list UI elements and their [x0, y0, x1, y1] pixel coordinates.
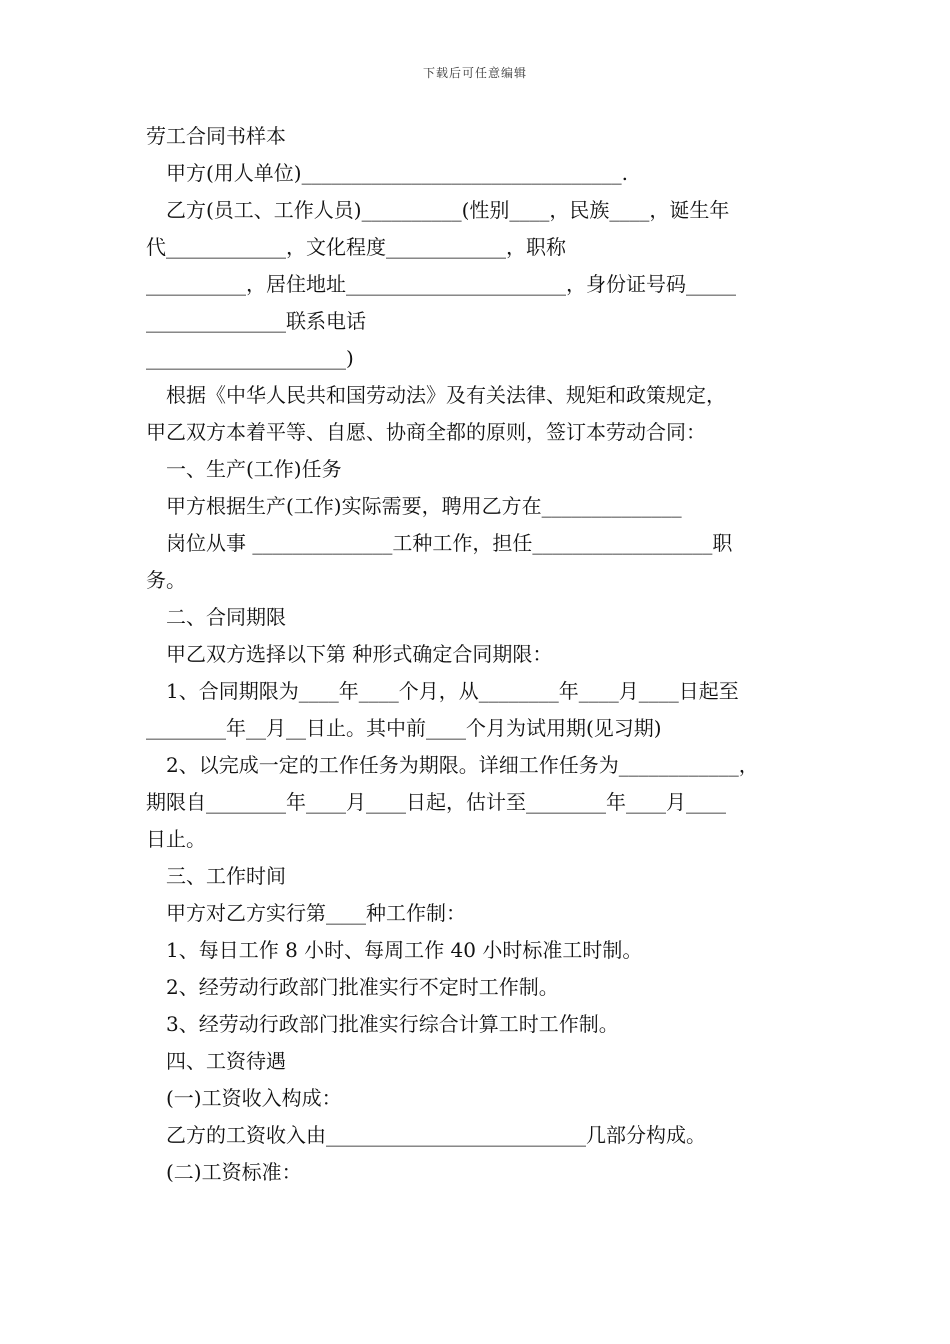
page-header-note: 下载后可任意编辑 — [422, 66, 527, 80]
document-body — [146, 118, 811, 1191]
document-line: 乙方的工资收入由__________________________几部分构成。 — [166, 1123, 706, 1147]
document-title: 劳工合同书样本 — [146, 124, 286, 148]
document-line: 2、经劳动行政部门批准实行不定时工作制。 — [166, 975, 559, 999]
document-line: 代____________，文化程度____________，职称 — [146, 235, 566, 259]
document-line: 根据《中华人民共和国劳动法》及有关法律、规矩和政策规定， — [166, 383, 726, 407]
document-line: 日止。 — [146, 827, 206, 851]
document-line: ______________联系电话 — [146, 309, 366, 333]
document-line: 2、以完成一定的工作任务为期限。详细工作任务为____________， — [166, 753, 759, 777]
document-line: 3、经劳动行政部门批准实行综合计算工时工作制。 — [166, 1012, 619, 1036]
document-line: 一、生产(工作)任务 — [166, 457, 342, 481]
document-line: 四、工资待遇 — [166, 1049, 286, 1073]
document-line: 甲方根据生产(工作)实际需要，聘用乙方在______________ — [166, 494, 682, 518]
document-line: ________年__月__日止。其中前____个月为试用期(见习期) — [146, 716, 662, 740]
document-line: 乙方(员工、工作人员)__________(性别____，民族____，诞生年 — [166, 198, 730, 222]
document-line: __________，居住地址______________________，身份证号码_____ — [146, 272, 736, 296]
document-line: 三、工作时间 — [166, 864, 286, 888]
document-line: 二、合同期限 — [166, 605, 286, 629]
document-line: 甲乙双方选择以下第 种形式确定合同期限： — [166, 642, 553, 666]
document-line: 甲方(用人单位)________________________________. — [166, 161, 628, 185]
document-line: 务。 — [146, 568, 186, 592]
document-line: 1、每日工作 8 小时、每周工作 40 小时标准工时制。 — [166, 938, 643, 962]
document-line: 岗位从事 ______________工种工作，担任__________________职 — [166, 531, 733, 555]
document-line: 甲乙双方本着平等、自愿、协商全都的原则，签订本劳动合同： — [146, 420, 706, 444]
document-line: (一)工资收入构成： — [166, 1086, 342, 1110]
document-line: (二)工资标准： — [166, 1160, 302, 1184]
document-line: 期限自________年____月____日起，估计至________年____月____ — [146, 790, 726, 814]
document-line: 1、合同期限为____年____个月，从________年____月____日起至 — [166, 679, 739, 703]
document-line: ____________________) — [146, 346, 354, 370]
document-line: 甲方对乙方实行第____种工作制： — [166, 901, 466, 925]
